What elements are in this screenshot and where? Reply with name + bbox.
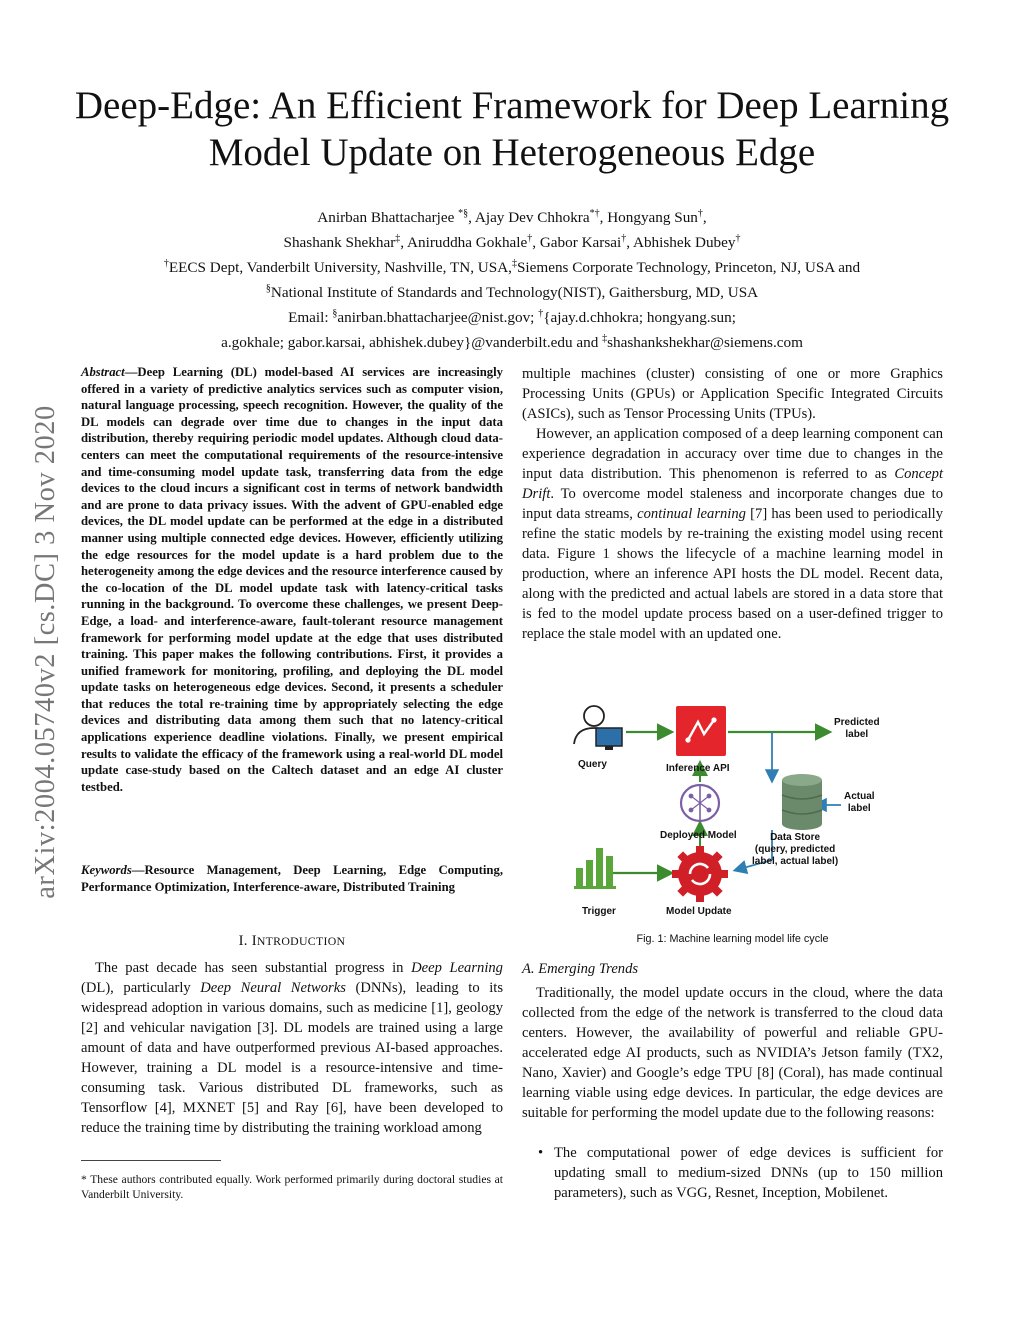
abstract [81,364,503,795]
trigger-chart-icon [574,848,616,889]
right-paragraph-3: Traditionally, the model update occurs in the cloud, where the data collected from the edge of the network is transferred to the cloud data centers. However, the availability of powerful and reliable GPU-accelerated edge AI products, such as NVIDIA’s Jetson family (TX2, Nano, Xavier) and Google’s edge TPU [8] (Coral), has made continual learning viable using edge devices. In particular, the edge devices are suitable for performing the model update due to the following reasons: [522,985,943,1121]
author-line-1: Anirban Bhattacharjee *§, Ajay Dev Chhokra*†, Hongyang Sun†, [317,208,707,227]
abstract-label: Abstract [81,365,125,379]
brain-model-icon [681,785,719,821]
label-query: Query [578,759,607,770]
label-model-update: Model Update [666,906,732,917]
arxiv-stamp [22,352,70,952]
email-line-2: a.gokhale; gabor.karsai, abhishek.dubey}@vanderbilt.edu and ‡shashankshekhar@siemens.com [221,333,803,352]
affiliation-line-1: †EECS Dept, Vanderbilt University, Nashville, TN, USA,‡Siemens Corporate Technology, Princeton, NJ, USA and [163,258,861,277]
inference-api-icon [676,706,726,756]
bullet-item [538,1143,943,1203]
footnote: * These authors contributed equally. Work performed primarily during doctoral studies at Vanderbilt University. [81,1173,503,1201]
intro-paragraph: The past decade has seen substantial progress in Deep Learning (DL), particularly Deep Neural Networks (DNNs), leading to its widespread adoption in various domains, such as medicine [1], geology [2] and vehicular navigation [3]. DL models are trained using a large amount of data and have outperformed previous AI-based approaches. However, training a DL model is a resource-intensive and time-consuming task. Various distributed DL frameworks, such as Tensorflow [4], MXNET [5] and Ray [6], have been developed to reduce the training time by distributing the training workload among [81,960,504,1136]
label-predicted: Predicted label [834,717,880,740]
author-block [60,203,964,353]
keywords-label: Keywords [81,863,132,877]
right-paragraph-1: multiple machines (cluster) consisting of one or more Graphics Processing Units (GPUs) or Application Specific Integrated Circuits (ASICs), such as Tensor Processing Units (TPUs). [522,366,943,422]
label-actual: Actual label [844,791,875,814]
author-line-2: Shashank Shekhar‡, Aniruddha Gokhale†, Gabor Karsai†, Abhishek Dubey† [283,233,741,252]
paper-title: Deep-Edge: An Efficient Framework for Deep Learning Model Update on Heterogeneous Edge [74,84,950,174]
label-data-store: Data Store (query, predicted label, actual label) [752,832,839,867]
abstract-text: —Deep Learning (DL) model-based AI services are increasingly offered in a variety of predictive analytics services such as computer vision, natural language processing, speech recognition. However, the quality of the DL models can degrade over time due to changes in the input data distribution, thereby requiring periodic model updates. Although cloud data-centers can meet the computational requirements of the resource-intensive and time-consuming model update task, transferring data from the edge devices to the cloud incurs a significant cost in terms of network bandwidth and are prone to data privacy issues. With the advent of GPU-enabled edge devices, the DL model update can be performed at the edge in a distributed manner using multiple connected edge devices. However, efficiently utilizing the edge resources for the model update is a hard problem due to the heterogeneity among the edge devices and the resource interference caused by the co-location of the DL model update task with latency-critical tasks running in the background. To overcome these challenges, we present Deep-Edge, a load- and interference-aware, fault-tolerant resource management framework for performing model update at the edge that uses distributed training. This paper makes the following contributions. First, it provides a unified framework for monitoring, profiling, and deploying the DL model update tasks on heterogeneous edge devices. Second, it presents a scheduler that reduces the total re-training time by appropriately selecting the edge devices and distributing data among them such that no latency-critical applications experience deadline violations. Finally, we present empirical results to validate the efficacy of the framework using a real-world DL model update case-study based on the Caltech dataset and an edge AI cluster testbed. [81,365,503,794]
section-heading-introduction: I. INTRODUCTION [238,933,346,949]
database-icon [782,774,822,830]
user-computer-icon [574,706,622,750]
figure-lifecycle [566,700,902,925]
email-line-1: Email: §anirban.bhattacharjee@nist.gov; †{ajay.d.chhokra; hongyang.sun; [288,308,736,327]
subsection-heading: A. Emerging Trends [522,961,639,977]
label-trigger: Trigger [582,906,616,917]
affiliation-line-2: §National Institute of Standards and Technology(NIST), Gaithersburg, MD, USA [265,283,759,302]
right-paragraph-2: However, an application composed of a deep learning component can experience degradation in accuracy over time due to changes in the input data distribution. This phenomenon is referred to as Concept Drift. To overcome model staleness and incorporate changes due to input data streams, continual learning [7] has been used to periodically refine the static models by re-training the existing model using recent data. Figure 1 shows the lifecycle of a machine learning model in production, where an inference API hosts the DL model. Recent data, along with the predicted and actual labels are stored in a data store that is fed to the model update process based on a user-defined trigger to replace the stale model with an updated one. [522,426,943,642]
keywords-text: —Resource Management, Deep Learning, Edge Computing, Performance Optimization, Interference-aware, Distributed Training [81,863,503,894]
arxiv-id: arXiv:2004.05740v2 [cs.DC] 3 Nov 2020 [30,405,61,899]
bullet-text: The computational power of edge devices is sufficient for updating small to medium-sized DNNs (up to 150 million parameters), such as VGG, Resnet, Inception, Mobilenet. [554,1145,943,1201]
keywords [81,862,503,895]
bullet-dot: • [538,1145,544,1161]
footnote-rule [81,1160,221,1161]
label-inference-api: Inference API [666,763,730,774]
gear-update-icon [672,846,728,902]
figure-caption: Fig. 1: Machine learning model life cycle [636,933,829,945]
label-deployed-model: Deployed Model [660,830,737,841]
